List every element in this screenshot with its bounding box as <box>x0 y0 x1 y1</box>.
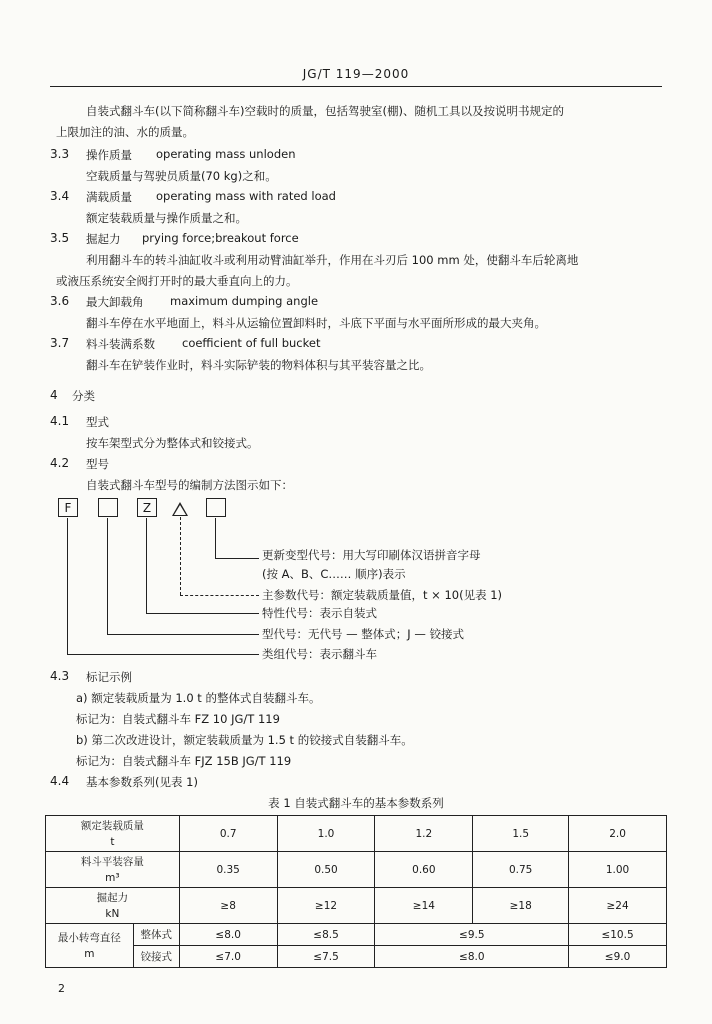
table-cell: 0.75 <box>473 852 569 888</box>
section-3-3-title: 操作质量 <box>86 148 132 162</box>
label-category: 类组代号：表示翻斗车 <box>262 647 377 661</box>
table-row <box>46 852 667 888</box>
table-row <box>46 888 667 924</box>
table-cell: ≥12 <box>277 888 375 924</box>
table-cell: ≤9.0 <box>569 946 667 968</box>
section-3-5-desc-2: 或液压系统安全阀打开时的最大垂直向上的力。 <box>56 274 298 288</box>
table-cell: ≤9.5 <box>375 924 569 946</box>
table-cell: 0.7 <box>179 816 277 852</box>
section-3-7-english: coefficient of full bucket <box>182 336 321 350</box>
label-revision-code-order: (按 A、B、C…… 顺序)表示 <box>262 567 406 581</box>
table-row <box>46 946 667 968</box>
table-cell: ≤8.0 <box>375 946 569 968</box>
section-3-4-desc: 额定装载质量与操作质量之和。 <box>86 211 247 225</box>
example-a-mark: 标记为：自装式翻斗车 FZ 10 JG/T 119 <box>76 712 280 726</box>
row-header-breakout-force: 掘起力 kN <box>46 888 180 924</box>
table-cell: ≥24 <box>569 888 667 924</box>
table-cell: ≤7.0 <box>179 946 277 968</box>
section-3-5-english: prying force;breakout force <box>142 231 299 245</box>
table-cell: ≥18 <box>473 888 569 924</box>
header-rule <box>50 86 662 87</box>
section-4-4-title: 基本参数系列(见表 1) <box>86 775 198 789</box>
table-cell: 1.00 <box>569 852 667 888</box>
code-box-revision <box>206 498 226 517</box>
section-3-3-english: operating mass unloden <box>156 147 296 161</box>
table-row <box>46 924 667 946</box>
table-cell: ≤8.0 <box>179 924 277 946</box>
section-4-2-title: 型号 <box>86 457 109 471</box>
section-4-number: 4 <box>50 388 58 402</box>
table-cell: ≤10.5 <box>569 924 667 946</box>
row-subheader-rigid: 整体式 <box>133 924 179 946</box>
page-number: 2 <box>58 982 65 995</box>
section-3-6-title: 最大卸载角 <box>86 295 144 309</box>
intro-line-1: 自装式翻斗车(以下简称翻斗车)空载时的质量，包括驾驶室(棚)、随机工具以及按说明书规定的 <box>86 104 564 118</box>
label-revision-code: 更新变型代号：用大写印刷体汉语拼音字母 <box>262 548 481 562</box>
section-3-7-title: 料斗装满系数 <box>86 337 155 351</box>
section-4-3-number: 4.3 <box>50 669 70 683</box>
code-box-type <box>98 498 118 517</box>
code-box-feature: Z <box>137 498 157 517</box>
section-3-3-desc: 空载质量与驾驶员质量(70 kg)之和。 <box>86 169 277 183</box>
table-cell: 1.5 <box>473 816 569 852</box>
section-3-5-title: 掘起力 <box>86 232 121 246</box>
table-cell: ≤8.5 <box>277 924 375 946</box>
section-3-5-desc-1: 利用翻斗车的转斗油缸收斗或利用动臂油缸举升，作用在斗刃后 100 mm 处，使翻斗车后轮离地 <box>86 253 579 267</box>
table-cell: 1.0 <box>277 816 375 852</box>
intro-line-2: 上限加注的油、水的质量。 <box>56 125 194 139</box>
table-cell: 1.2 <box>375 816 473 852</box>
section-3-7-number: 3.7 <box>50 336 70 350</box>
table-caption: 表 1 自装式翻斗车的基本参数系列 <box>268 796 444 810</box>
label-type: 型代号：无代号 — 整体式；J — 铰接式 <box>262 627 465 641</box>
example-b: b) 第二次改进设计，额定装载质量为 1.5 t 的铰接式自装翻斗车。 <box>76 733 413 747</box>
example-a: a) 额定装载质量为 1.0 t 的整体式自装翻斗车。 <box>76 691 321 705</box>
section-3-4-number: 3.4 <box>50 189 70 203</box>
table-cell: 2.0 <box>569 816 667 852</box>
table-cell: ≤7.5 <box>277 946 375 968</box>
table-cell: 0.35 <box>179 852 277 888</box>
table-cell: 0.50 <box>277 852 375 888</box>
section-4-2-desc: 自装式翻斗车型号的编制方法图示如下： <box>86 478 293 492</box>
code-box-category: F <box>58 498 78 517</box>
section-4-4-number: 4.4 <box>50 774 70 788</box>
row-header-rated-load: 额定装载质量 t <box>46 816 180 852</box>
example-b-mark: 标记为：自装式翻斗车 FJZ 15B JG/T 119 <box>76 754 292 768</box>
section-3-4-english: operating mass with rated load <box>156 189 336 203</box>
row-header-turning-diameter: 最小转弯直径 m <box>46 924 134 968</box>
parameter-table <box>45 815 667 968</box>
section-3-3-number: 3.3 <box>50 147 70 161</box>
section-3-5-number: 3.5 <box>50 231 70 245</box>
section-3-4-title: 满载质量 <box>86 190 132 204</box>
section-4-1-desc: 按车架型式分为整体式和铰接式。 <box>86 436 259 450</box>
row-header-bucket-volume: 料斗平装容量 m³ <box>46 852 180 888</box>
table-cell: 0.60 <box>375 852 473 888</box>
section-4-2-number: 4.2 <box>50 456 70 470</box>
section-3-6-desc: 翻斗车停在水平地面上，料斗从运输位置卸料时，斗底下平面与水平面所形成的最大夹角。 <box>86 316 546 330</box>
table-cell: ≥14 <box>375 888 473 924</box>
section-4-1-title: 型式 <box>86 415 109 429</box>
section-4-title: 分类 <box>72 389 95 403</box>
label-feature: 特性代号：表示自装式 <box>262 606 377 620</box>
row-subheader-articulated: 铰接式 <box>133 946 179 968</box>
label-main-param: 主参数代号：额定装载质量值，t × 10(见表 1) <box>262 588 503 602</box>
table-row <box>46 816 667 852</box>
section-4-1-number: 4.1 <box>50 414 70 428</box>
table-cell: ≥8 <box>179 888 277 924</box>
section-3-6-english: maximum dumping angle <box>170 294 319 308</box>
section-3-6-number: 3.6 <box>50 294 70 308</box>
running-header: JG/T 119—2000 <box>302 67 410 81</box>
section-4-3-title: 标记示例 <box>86 670 132 684</box>
section-3-7-desc: 翻斗车在铲装作业时，料斗实际铲装的物料体积与其平装容量之比。 <box>86 358 431 372</box>
